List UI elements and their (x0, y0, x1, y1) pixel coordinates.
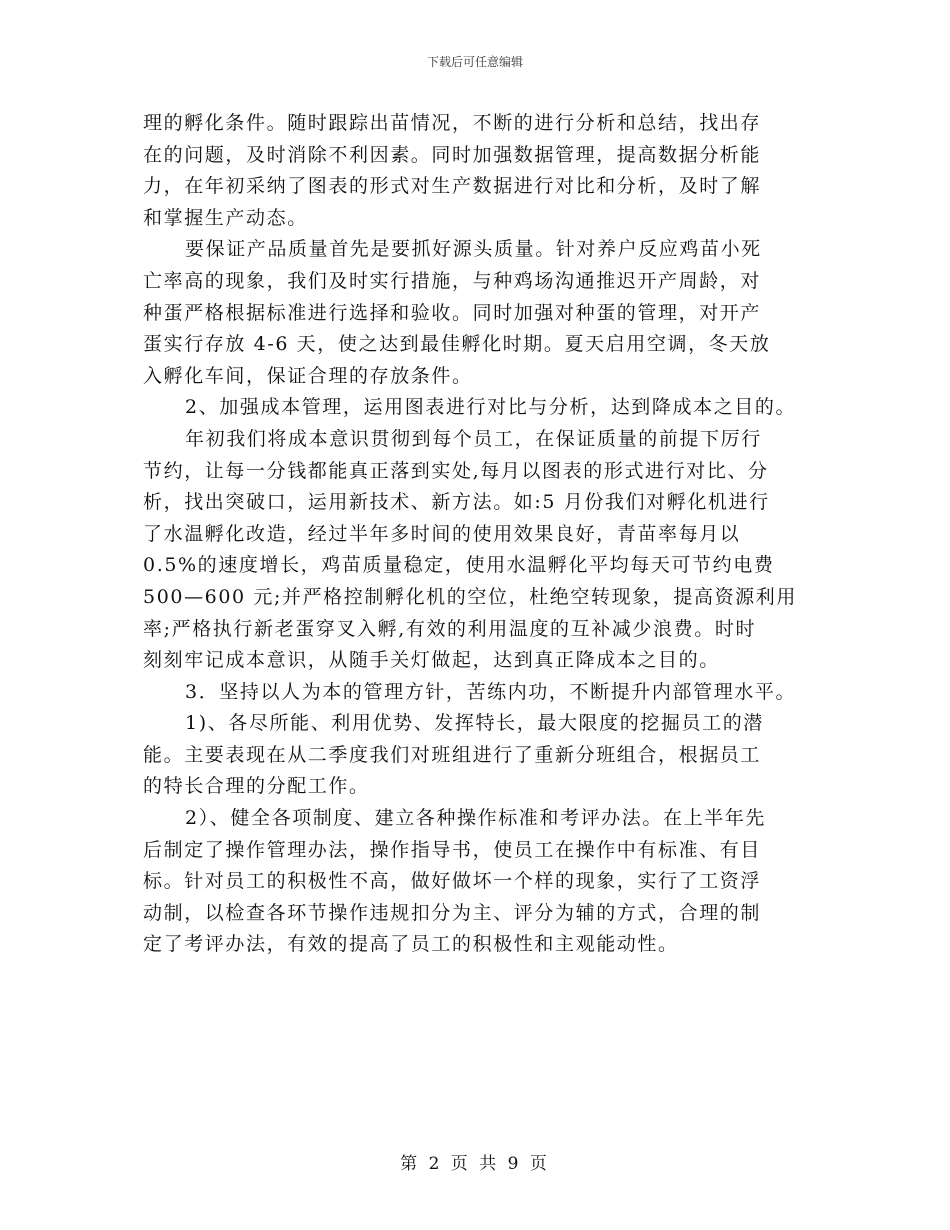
section-heading-2: 2、加强成本管理，运用图表进行对比与分析，达到降成本之目的。 (185, 396, 797, 419)
paragraph-start-line: 1)、各尽所能、利用优势、发挥特长，最大限度的挖掘员工的潜 (185, 712, 764, 735)
text-line: 节约，让每一分钱都能真正落到实处,每月以图表的形式进行对比、分 (143, 459, 769, 482)
section-heading-3: 3．坚持以人为本的管理方针，苦练内功，不断提升内部管理水平。 (185, 680, 797, 703)
body-text (143, 108, 823, 961)
text-line: 在的问题，及时消除不利因素。同时加强数据管理，提高数据分析能 (143, 143, 762, 166)
paragraph-start-line: 2）、健全各项制度、建立各种操作标准和考评办法。在上半年先 (185, 807, 766, 830)
text-line: 0.5%的速度增长，鸡苗质量稳定，使用水温孵化平均每天可节约电费 (143, 554, 775, 577)
text-line: 了水温孵化改造，经过半年多时间的使用效果良好，青苗率每月以 (143, 522, 741, 545)
text-line: 亡率高的现象，我们及时实行措施，与种鸡场沟通推迟开产周龄，对 (143, 269, 762, 292)
text-line: 和掌握生产动态。 (143, 206, 308, 229)
paragraph-start-line: 年初我们将成本意识贯彻到每个员工，在保证质量的前提下厉行 (185, 427, 762, 450)
text-line: 定了考评办法，有效的提高了员工的积极性和主观能动性。 (143, 933, 679, 956)
text-line: 的特长合理的分配工作。 (143, 775, 370, 798)
text-line: 能。主要表现在从二季度我们对班组进行了重新分班组合，根据员工 (143, 743, 762, 766)
text-line: 500—600 元;并严格控制孵化机的空位，杜绝空转现象，提高资源利用 (143, 585, 797, 608)
page-footer: 第 2 页 共 9 页 (400, 1154, 550, 1174)
text-line: 种蛋严格根据标准进行选择和验收。同时加强对种蛋的管理，对开产 (143, 301, 762, 324)
text-line: 率;严格执行新老蛋穿叉入孵,有效的利用温度的互补减少浪费。时时 (143, 617, 757, 640)
text-line: 入孵化车间，保证合理的存放条件。 (143, 364, 473, 387)
text-line: 理的孵化条件。随时跟踪出苗情况，不断的进行分析和总结，找出存 (143, 112, 762, 134)
text-line: 力，在年初采纳了图表的形式对生产数据进行对比和分析，及时了解 (143, 175, 762, 198)
text-line: 析，找出突破口，运用新技术、新方法。如:5 月份我们对孵化机进行 (143, 491, 770, 514)
page-header: 下载后可任意编辑 (426, 55, 523, 69)
text-line: 刻刻牢记成本意识，从随手关灯做起，达到真正降成本之目的。 (143, 649, 720, 672)
text-line: 后制定了操作管理办法，操作指导书，使员工在操作中有标准、有目 (143, 838, 762, 861)
text-line: 蛋实行存放 4-6 天，使之达到最佳孵化时期。夏天启用空调，冬天放 (143, 333, 771, 356)
text-line: 标。针对员工的积极性不高，做好做坏一个样的现象，实行了工资浮 (143, 870, 762, 893)
paragraph-start-line: 要保证产品质量首先是要抓好源头质量。针对养户反应鸡苗小死 (185, 238, 762, 261)
text-line: 动制，以检查各环节操作违规扣分为主、评分为辅的方式，合理的制 (143, 901, 762, 924)
